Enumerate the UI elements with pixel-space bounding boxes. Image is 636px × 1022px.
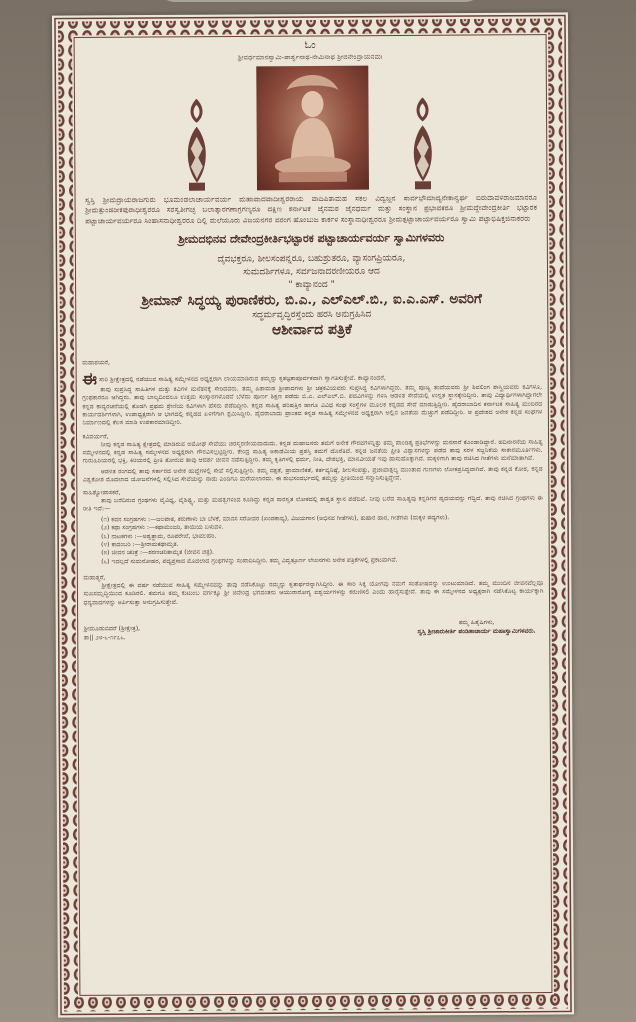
- left-lamp-icon: [182, 97, 211, 195]
- header-image-row: [78, 65, 543, 228]
- section-heading-3: ಮಹಾತ್ಮರೆ,: [83, 574, 106, 582]
- paragraph-3: ನೀವು ಕನ್ನಡ ಸಾಹಿತ್ಯ ಕ್ಷೇತ್ರದಲ್ಲಿ ಮಾಡಿರುವ ಅಮೋಘ ಸೇವೆಯು ಚಿರಸ್ಮರಣೀಯವಾದುದು. ಕನ್ನಡ ಮಹಾಜನರು ತಮಗೆ ಅನೇಕ ಗೌರವಗಳನ್ನಿತ್ತು ತಮ್ಮ ಪಾಂಡಿತ್ಯ ಪ್ರತಿಭೆಗಳನ್ನು ಮನಸಾರೆ ಕೊಂಡಾಡಿದ್ದಾರೆ. ಹದಿನಾರನೆಯ ಸಾಹಿತ್ಯ ಸಮ್ಮೇಳನದಲ್ಲಿ ಕನ್ನಡ ಸಾಹಿತ್ಯ ಸಮ್ಮೇಳನದ ಅಧ್ಯಕ್ಷರಾಗಿ ಗೌರವಿಸಲ್ಪಟ್ಟಿದ್ದೀರಿ. ಕೇಂದ್ರ ಸಾಹಿತ್ಯ ಅಕಾಡೆಮಿಯ ಪ್ರಶಸ್ತಿ ತಮಗೆ ದೊರೆತಿದೆ. ಕನ್ನಡ ಜನತೆಯ ಪ್ರೀತಿ ವಿಶ್ವಾಸಗಳನ್ನು ಪಡೆದ ತಾವು ಸರಳ ಸಜ್ಜನಿಕೆಯ ಸಾಕಾರಮೂರ್ತಿಗಳು. ಗುರುಹಿರಿಯರಲ್ಲಿ ಭಕ್ತಿ, ಕಿರಿಯರಲ್ಲಿ ಪ್ರೀತಿ ತೋರುವ ತಾವು ಆದರ್ಶ ಜೀವನ ನಡೆಸುತ್ತಿದ್ದೀರಿ. ತಮ್ಮ ಕೃತಿಗಳಲ್ಲಿ ಧರ್ಮ, ನೀತಿ, ದೇಶಭಕ್ತಿ, ಮಾನವೀಯತೆ ಇವು ಹಾಸುಹೊಕ್ಕಾಗಿವೆ. ಮಕ್ಕಳಿಗಾಗಿ ತಾವು ರಚಿಸಿದ ಗೀತೆಗಳು ಮನೆಮಾತಾಗಿವೆ.: [82, 438, 543, 465]
- titles-line-2: ಸುಮದರ್ಶಿಗಳೂ, ಸರ್ವಜನಾದರಣೀಯರೂ ಆದ: [243, 266, 380, 278]
- pen-name: " ಕಾವ್ಯಾನಂದ ": [288, 279, 335, 291]
- closing: ತಮ್ಮ ಹಿತೈಷಿಗಳು,: [458, 618, 495, 627]
- intro-paragraph: ಸ್ವಸ್ತಿ ಶ್ರೀಮದ್ರಾಯರಾಜಗುರು ಭೂಮಂಡಲಾಚಾರ್ಯವರ್ಯ ಮಹಾವಾದವಾದೀಶ್ವರರಾಯ ವಾದಿಪಿತಾಮಹ ಸಕಲ ವಿದ್ವಜ್ಜನ ಸಾರ್ವಭೌಮಾದ್ಯನೇಕಾನ್ವರ್ಥ ಬಿರುದಾವಳಿರಾಜಮಾನರೂ ಶ್ರೀಮತ್ಪುಂಡರೀಕಪುರಾಧೀಶ್ವರರೂ ಸರಸ್ವತೀಗಚ್ಛ ಬಲಾತ್ಕಾರಗಣಾಗ್ರಗಣ್ಯರೂ ದಕ್ಷಿಣ ಕರ್ನಾಟಕ ಜೈನಮಠ ಜೈನಧರ್ಮ ಮತ್ತು ಸಂಸ್ಥಾನ ಪ್ರಭಾವಕರೂ ಶ್ರೀಮದ್ದೇವೇಂದ್ರಕೀರ್ತಿ ಭಟ್ಟಾರಕ ಪಟ್ಟಾಚಾರ್ಯವರ್ಯರೂ ಸಿಂಹಾಸನಾಧೀಶ್ವರರೂ ದಿಲ್ಲಿ ಮಲೆಯೂರು ವಿಜಯನಗರ ವರಂಗ ಹೊಂಬುಜ ಕಾರ್ಕಳ ಸಂಸ್ಥಾನಾಧೀಶ್ವರರೂ ಶ್ರೀಮತ್ಪಟ್ಟಾಚಾರ್ಯವರ್ಯರೂ ಸ್ವಾಮಿ ಪಟ್ಟಾಭಿಷಿಕ್ತಜಿನಾಕರರು: [85, 192, 538, 225]
- place-date: [84, 625, 140, 642]
- list-item: (೨) ಕಥಾ ಸಂಗ್ರಹಗಳು :—ಕಥಾಮಂಜರಿ, ತಾಯಿಯ ಬಳುವಳಿ.: [101, 523, 224, 532]
- signature-block: [417, 619, 535, 637]
- om-symbol: ಓಂ: [304, 39, 316, 52]
- titles-line-1: ದೈವಭಕ್ತರೂ, ಶೀಲಸಂಪನ್ನರೂ, ಬಹುಶ್ರುತರೂ, ವ್ಯಾಸಂಗಪ್ರಿಯರೂ,: [217, 253, 406, 265]
- certificate-sheet: [52, 12, 574, 1017]
- signatory: ಸ್ವಸ್ತಿ ಶ್ರೀಚಾರುಕೀರ್ತಿ ಪಂಡಿತಾಚಾರ್ಯ ಮಹಾಸ್ವಾಮಿಗಳವರು.: [417, 627, 536, 635]
- recipient-name: ಶ್ರೀಮಾನ್ ಸಿದ್ಧಯ್ಯ ಪುರಾಣಿಕರು, ಬಿ.ಎ., ಎಲ್‌ಎಲ್.ಬಿ., ಐ.ಎ.ಎಸ್. ಅವರಿಗೆ: [141, 290, 482, 309]
- works-list: [101, 513, 545, 566]
- right-lamp-icon: [408, 95, 437, 193]
- honorific-titles: [79, 251, 543, 280]
- drop-cap: ಈ: [82, 369, 98, 390]
- paragraph-1: [82, 369, 542, 390]
- paragraph-5: ತಾವು ಬರೆದಿರುವ ಗ್ರಂಥಗಳು ವೈವಿಧ್ಯ, ವೈಶಿಷ್ಟ್ಯ, ಮತ್ತು ಮಹತ್ವಗಳಿಂದ ಕೂಡಿದ್ದು ಕನ್ನಡ ಸಾರಸ್ವತ ಲೋಕದಲ್ಲಿ ಶಾಶ್ವತ ಸ್ಥಾನ ಪಡೆದಿವೆ. ನೀವು ಬರೆದ ಸಾಹಿತ್ಯವು ಕನ್ನಡಿಗರ ಹೃದಯವನ್ನು ಗೆದ್ದಿದೆ. ತಾವು ರಚಿಸಿದ ಗ್ರಂಥಗಳು ಈ ರೀತಿ ಇವೆ:—: [82, 494, 543, 513]
- paragraph-4: ಆಡಳಿತ ರಂಗದಲ್ಲಿ ತಾವು ಸರ್ಕಾರದ ಅನೇಕ ಹುದ್ದೆಗಳಲ್ಲಿ ಸೇವೆ ಸಲ್ಲಿಸುತ್ತಿದ್ದೀರಿ. ತಮ್ಮ ದಕ್ಷತೆ, ಪ್ರಾಮಾಣಿಕತೆ, ಕರ್ತವ್ಯನಿಷ್ಠೆ, ಶೀಲಸಂಪತ್ತು, ಪ್ರಜಾವಾತ್ಸಲ್ಯ ಮುಂತಾದ ಗುಣಗಳು ಲೋಕಪ್ರಸಿದ್ಧವಾಗಿವೆ. ತಾವು ಕನ್ನಡ ಕೋಶ, ಕನ್ನಡ ವಿಶ್ವಕೋಶ ಮೊದಲಾದ ಯೋಜನೆಗಳಲ್ಲಿ ಸಲ್ಲಿಸಿದ ಸೇವೆಯನ್ನು ನಾಡು ಎಂದಿಗೂ ಮರೆಯಲಾರದು. ಈ ಶುಭಸಂದರ್ಭದಲ್ಲಿ ತಮ್ಮನ್ನು ಪ್ರೀತಿಯಿಂದ ಸನ್ಮಾನಿಸುತ್ತಿದ್ದೇವೆ.: [82, 465, 543, 484]
- place: ಶ್ರೀಮೂಡುಬಿದರೆ (ಶ್ರೀಕ್ಷೇತ್ರ),: [83, 625, 141, 633]
- list-item: (೪) ಕಾದಂಬರಿ :—ಶ್ರೀರಾಮಕಥಾಮೃತ.: [101, 540, 179, 549]
- list-item: (೩) ನಾಟಕಗಳು :—ಅಶ್ವತ್ಥಾಮ, ರೂಪರೇಖೆ, ಭಾವಲಹರಿ.: [101, 532, 217, 540]
- section-heading-1: ಕವಿವರ್ಯರೆ,: [82, 432, 109, 441]
- salutation: ಮಹಾಶಯರೆ,: [82, 359, 110, 367]
- tirthankara-photo: [256, 66, 369, 191]
- blessing-line: ಸದ್ಧರ್ಮವೃದ್ಧಿರಸ್ತೆಂದು ಹರಸಿ ಅನುಗ್ರಹಿಸಿದ: [252, 309, 372, 321]
- section-heading-2: ಸಾಹಿತ್ಯೋಪಾಸಕರೆ,: [82, 489, 121, 497]
- paragraph-2: ತಾವು ಸುಪ್ರಸಿದ್ಧ ಸಾಹಿತಿಗಳ ಮತ್ತು ಕವಿಗಳ ಮನೆತನಕ್ಕೆ ಸೇರಿದವರು. ತಮ್ಮ ಪಿತಾಮಹ ಶ್ರೀಪಾದಗಳು ಶ್ರೀ ಚಕ್ರಕವಿಯವರು ಸುಪ್ರಸಿದ್ಧ ಕವಿಗಳಾಗಿದ್ದರು. ತಮ್ಮ ಪೂಜ್ಯ ತಂದೆಯವರು ಶ್ರೀ ಶಿವಲಿಂಗ ಶಾಸ್ತ್ರಿಯವರು ಕವಿಗಳೂ, ಗ್ರಂಥಕಾರರೂ ಆಗಿದ್ದರು. ತಾವು ಬಾಲ್ಯದಿಂದಲೂ ಉತ್ತಮ ಸಂಸ್ಕಾರಗಳೊಡನೆ ಬೆಳೆದು ಪೂರ್ಣ ಶಿಕ್ಷಣ ಪಡೆದು ಬಿ.ಎ. ಎಲ್‌ಎಲ್.ಬಿ. ಪದವಿಗಳನ್ನು ಗಳಿಸಿ ಆಡಳಿತ ಸೇವೆಯಲ್ಲಿ ಉನ್ನತ ಸ್ಥಾನಕ್ಕೇರಿದ್ದೀರಿ. ತಾವು ವಿದ್ಯಾರ್ಥಿಗಳಾಗಿದ್ದಾಗಲೇ ಕನ್ನಡ ಕಾವ್ಯರಚನೆಯಲ್ಲಿ ತೊಡಗಿ ಪ್ರಥಮ ಶ್ರೇಣಿಯ ಕವಿಗಳಾಗಿ ಹೆಸರು ಪಡೆದಿದ್ದೀರಿ. ಕನ್ನಡ ಸಾಹಿತ್ಯ ಪರಿಷತ್ತಿನ ಹಾಗೂ ವಿವಿಧ ಸಂಘ ಸಂಸ್ಥೆಗಳ ಮೂಲಕ ಕನ್ನಡದ ಸೇವೆ ಮಾಡುತ್ತಿದ್ದೀರಿ. ಹೈದರಾಬಾದಿನ ಕರ್ನಾಟಕ ಸಾಹಿತ್ಯ ಮಂದಿರದ ಕಾರ್ಯದರ್ಶಿಗಳಾಗಿ, ಉಪಾಧ್ಯಕ್ಷರಾಗಿ ಆ ಭಾಗದಲ್ಲಿ ಕನ್ನಡದ ಏಳಿಗೆಗಾಗಿ ಶ್ರಮಿಸಿದ್ದೀರಿ. ಹೈದರಾಬಾದು ಪ್ರಾಂತದ ಕನ್ನಡ ಸಾಹಿತ್ಯ ಸಮ್ಮೇಳನದ ಅಧ್ಯಕ್ಷರಾಗಿ ಅಲ್ಲಿನ ಜನತೆಯ ಮೆಚ್ಚುಗೆ ಪಡೆದಿದ್ದೀರಿ. ಆ ಪ್ರದೇಶದ ಅನೇಕ ಕನ್ನಡ ಸಂಘಗಳ ನಿರ್ಮಾಣದಲ್ಲಿ ಕೆಲಸ ಮಾಡಿ ಉಪಕಾರಮಾಡಿದ್ದೀರಿ.: [82, 383, 543, 427]
- footer: [82, 613, 546, 652]
- document-title: ಆಶೀರ್ವಾದ ಪತ್ರಿಕೆ: [271, 321, 352, 339]
- paragraph-6: ಶ್ರೀಕ್ಷೇತ್ರದಲ್ಲಿ ಈ ವರ್ಷ ನಡೆಯುವ ಸಾಹಿತ್ಯ ಸಮ್ಮೇಳನವನ್ನು ತಾವು ನಡೆಸಿಕೊಟ್ಟು ನಮ್ಮನ್ನು ಕೃತಾರ್ಥರನ್ನಾಗಿಸಿದ್ದೀರಿ. ಈ ಸಾರಿ ಸಿಕ್ಕ ಯೋಗವು ನಮಗೆ ಸಂತೋಷವನ್ನು ಉಂಟುಮಾಡಿದೆ. ತಮ್ಮ ಮುಂದಿನ ಜೀವನವೆಲ್ಲವೂ ಸುಖಸಮೃದ್ಧಿಯಿಂದ ಕೂಡಿರಲಿ. ತಮಗೂ ತಮ್ಮ ಕುಟುಂಬ ವರ್ಗಕ್ಕೂ ಶ್ರೀ ಜಿನೇಂದ್ರ ಭಗವಂತನು ಆಯುರಾರೋಗ್ಯ ಐಶ್ವರ್ಯಗಳನ್ನು ಕರುಣಿಸಲಿ ಎಂದು ಹಾರೈಸುತ್ತೇವೆ. ತಾವು ಈ ಸಮ್ಮೇಳನದ ಅಧ್ಯಕ್ಷರಾಗಿ ನಡೆಸಿಕೊಟ್ಟ ಕಾರ್ಯಕ್ಕಾಗಿ ಧನ್ಯವಾದಗಳನ್ನು ಅರ್ಪಿಸುತ್ತಾ ಅನುಗ್ರಹಿಸುತ್ತೇವೆ.: [83, 579, 544, 607]
- list-item: (೬) ಇವಲ್ಲದೆ ಸುಮನೋಹರ, ಪದ್ಯಪ್ರಸಾದ ಮೊದಲಾದ ಗ್ರಂಥಗಳನ್ನು ಸಂಪಾದಿಸಿದ್ದೀರಿ. ತಮ್ಮ ವಿದ್ವತ್ಪೂರ್ಣ ಲೇಖನಗಳು ಅನೇಕ ಪತ್ರಿಕೆಗಳಲ್ಲಿ ಪ್ರಕಟವಾಗಿವೆ.: [101, 556, 398, 566]
- paragraph-1-text: ಸಾರಿ ಶ್ರೀಕ್ಷೇತ್ರದಲ್ಲಿ ನಡೆಯುವ ಸಾಹಿತ್ಯ ಸಮ್ಮೇಳನದ ಅಧ್ಯಕ್ಷರಾಗಿ ಲಾಯಮಾಡಿರುವ ತಮ್ಮನ್ನು ಕೃತಜ್ಞತಾಪೂರ್ವಕವಾಗಿ ಸ್ವಾಗತಿಸುತ್ತೇವೆ. ಕಾವ್ಯಾನಂದರೆ,: [99, 374, 387, 384]
- paper-clip-shadow: [160, 0, 480, 2]
- date: ತಾ|| ೨೮-೬-೧೯೭೬.: [83, 633, 126, 641]
- list-item: (೧) ಕವನ ಸಂಗ್ರಹಗಳು :—ಜಲಪಾತ, ಕರುಣಾಳು ಬಾ ಬೆಳಕೆ, ಮಾನಸ ಸರೋವರ (ಖಂಡಕಾವ್ಯ), ವಿಜಯಗಾನ (ಅಭಿನವ ಗೀತೆಗಳು), ತುಷಾರ ಹಾರ, ಗೀತೆಗಳು (ಮಕ್ಕಳ ಪದ್ಯಗಳು).: [101, 513, 450, 524]
- list-item: (೫) ಜೀವನ ಚರಿತ್ರೆ :—ಶರಣಚರಿತಾಮೃತ (ಜೀವನ ಚಿತ್ರ).: [101, 548, 215, 557]
- certificate-content: [78, 37, 548, 998]
- swamiji-heading: ಶ್ರೀಮದಭಿನವ ದೇವೇಂದ್ರಕೀರ್ತಿಭಟ್ಟಾರಕ ಪಟ್ಟಾಚಾರ್ಯವರ್ಯ ಸ್ವಾಮಿಗಳವರು: [178, 231, 445, 246]
- invocation-line: ಶ್ರೀವರ್ಧಮಾನಸ್ವಾಮಿ-ಪಾರ್ಶ್ವನಾಥ-ನೇಮಿನಾಥ ಶ್ರೀಜಿನೇಂದ್ರಾಯನಮಃ: [237, 52, 383, 62]
